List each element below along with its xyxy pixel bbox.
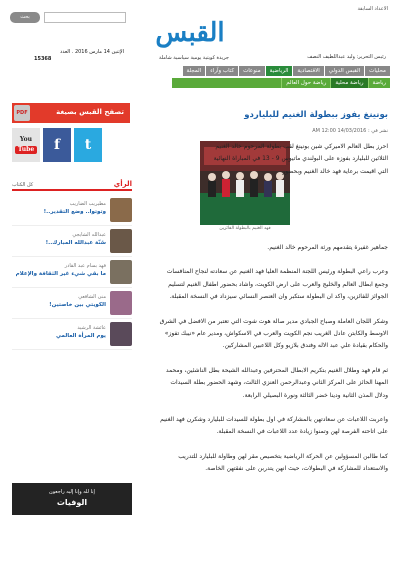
subnav-item[interactable]: رياضة حول العالم	[281, 78, 330, 88]
nav-item[interactable]: الرياضية	[265, 66, 293, 76]
all-writers-link[interactable]: كل الكتاب	[12, 182, 34, 188]
opinion-title: الرأي	[113, 180, 132, 188]
issue-number: 15368	[34, 56, 52, 62]
site-logo[interactable]	[152, 18, 228, 52]
writer-article-title[interactable]: سُنّة عبدالله المبارك..!	[45, 240, 106, 246]
article-paragraph: احرز بطل العالم الاميركي شين بونينغ لقب بطولة المرحوم خالد الغنيم الثلاثين للبليارد بفوزه على البولندي ماتيوس 9 - 13 في المباراة النهائية التي اقيمت برعاية فهد خالد الغنيم وبحضور	[213, 143, 388, 175]
article-body-intro	[208, 141, 388, 190]
writer-article-title[interactable]: ما بقي شيء غير الثقافة والإعلام	[15, 271, 106, 277]
article-paragraph: جماهير غفيرة يتقدمهم ورثة المرحوم خالد الغنيم.	[267, 244, 388, 251]
main-nav	[172, 66, 390, 76]
tagline: جريدة كويتية يومية سياسية شاملة	[158, 55, 230, 61]
nav-item[interactable]: المجلة	[182, 66, 206, 76]
nav-item[interactable]: القبس الدولي	[324, 66, 364, 76]
nav-item[interactable]: منوعات	[238, 66, 265, 76]
writer-article-title[interactable]: الكويتي بين خاصتين!	[49, 302, 106, 308]
youtube-icon[interactable]	[12, 128, 40, 162]
writer-item[interactable]	[12, 322, 132, 350]
obituary-title: الوفيات	[56, 498, 88, 507]
article-paragraph: وشكر اللجان العاملة وصباح الجبادي مدير صالة هوت شوت التي تعتبر من الافضل في الشرق الاوسط والكابتن عادل الغريب نجم الكويت والعرب في الاسكواش، ومدير عام «نيبك تفوز» والحكام بقيادة علي عبد الاله وفندق بلازيو وكل اللاعبين المشاركين.	[159, 317, 388, 350]
editor-line: رئيس التحرير: وليد عبداللطيف النصف	[307, 54, 386, 60]
search-button[interactable]: بحث	[10, 12, 40, 23]
subnav-item[interactable]: رياضة	[368, 78, 390, 88]
writer-avatar	[110, 198, 132, 222]
writer-item[interactable]	[12, 291, 132, 319]
pdf-edition-label: تصفح القبس بصيغة	[56, 108, 124, 116]
issue-date: الإثنين 14 مارس 2016 . العدد	[59, 49, 124, 55]
nav-item[interactable]: محليات	[364, 66, 390, 76]
writer-avatar	[110, 322, 132, 346]
writer-name: فهد بسام عبد القادر	[64, 263, 106, 269]
writer-name: منى الشافعي	[78, 294, 106, 300]
social-links	[12, 128, 132, 162]
writer-avatar	[110, 260, 132, 284]
article-paragraph: وعرب راعي البطولة ورئيس اللجنة المنظمة العليا فهد الغنيم عن سعادته لنجاح المنافسات وجمع ابطال العالم والخليج والعرب على ارض الكويت، واشاد بحضور اطفال الغنيم لتسليم الجوائز للفائزين، واكد ان البطولة ستكبر وان العنصر النسائي سيزداد في النسخة المقبلة.	[166, 268, 388, 301]
article-title: بونينغ يفوز ببطولة الغنيم للبلياردو	[244, 110, 388, 120]
sub-nav	[172, 78, 390, 88]
facebook-icon[interactable]: f	[43, 128, 71, 162]
opinion-section-header	[12, 181, 132, 191]
writer-name: عائشة الرشيد	[77, 325, 106, 331]
writer-article-title[interactable]: وتوتوا.. وضع التقدير..!	[43, 209, 106, 215]
obituaries-banner[interactable]	[12, 483, 132, 515]
writer-name: عبدالله الشايجي	[72, 232, 106, 238]
youtube-label: You	[19, 136, 33, 143]
twitter-icon[interactable]: t	[74, 128, 102, 162]
article-body	[156, 242, 388, 488]
subnav-item[interactable]: رياضة محلية	[330, 78, 367, 88]
writer-avatar	[110, 291, 132, 315]
photo-caption: فهد الغنيم بالبطولة الفائزين	[219, 226, 271, 231]
writer-name: مطيريب الضاريب	[69, 201, 106, 207]
nav-item[interactable]: كتاب وآراء	[205, 66, 238, 76]
writer-article-title[interactable]: يوم المرأة العالمي	[55, 333, 106, 339]
pdf-edition-banner[interactable]	[12, 103, 130, 123]
archive-link[interactable]: الاعداد السابقة	[357, 6, 388, 12]
article-paragraph: ثم قام فهد وطلال الغنيم بتكريم الابطال المحترفين وعبدالله الشيحة بطل الناشئين، ومحمد المهنا الحائز على المركز الثاني وعبدالرحمن العنزي الثالث، وشهد الحضور بطلة السيدات ودلال المذن الثانية ودينا خضر الثالثة ونورة البصيلي الرابعة.	[165, 366, 388, 399]
article-paragraph: واعربت اللاعبات عن سعادتهن بالمشاركة في اول بطولة للسيدات للبليارد وشكرن فهد الغنيم على اتاحته الفرصة لهن وتمنوا زيادة عدد اللاعبات في النسخة المقبلة.	[160, 416, 388, 436]
logo-text: القبس	[155, 18, 225, 48]
nav-item[interactable]: الاقتصادية	[292, 66, 323, 76]
search-input[interactable]	[44, 12, 126, 23]
youtube-label-tube: Tube	[15, 146, 37, 154]
writer-item[interactable]	[12, 260, 132, 288]
article-paragraph: كما طالبن المسؤولين عن الحركة الرياضية بتخصيص مقر لهن وطاولة للبليارد للتدريب والاستعداد للمشاركة في البطولات، حيث انهن يتدربن على نفقتهن الخاصة.	[178, 452, 388, 473]
writer-avatar	[110, 229, 132, 253]
publish-date: نشر في : 14/03/2016 12:00 AM	[312, 128, 388, 134]
pdf-icon: PDF	[14, 105, 30, 121]
writer-item[interactable]	[12, 229, 132, 257]
writer-item[interactable]	[12, 198, 132, 226]
obituary-line: إنا لله وإنا إليه راجعون	[49, 489, 95, 495]
